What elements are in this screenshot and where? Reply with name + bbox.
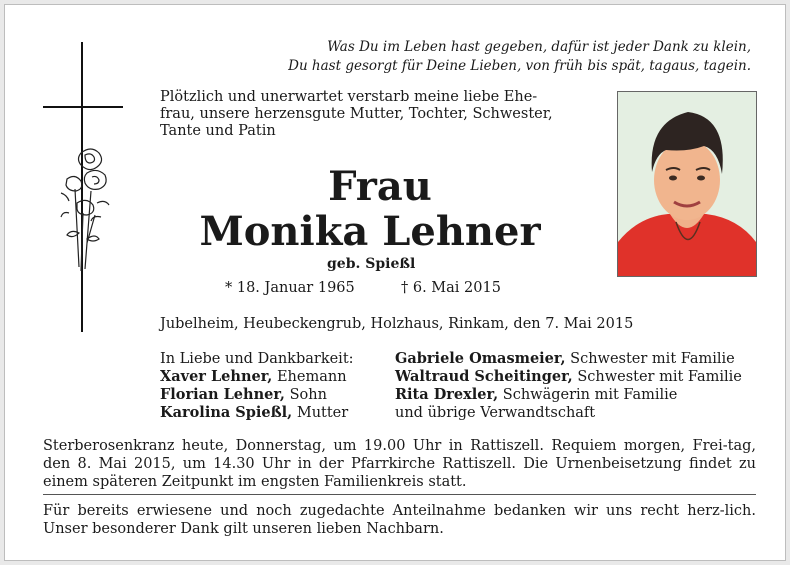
mourner-row: Karolina Spießl, Mutter <box>160 404 349 421</box>
poem <box>251 38 751 76</box>
mourner-row: und übrige Verwandtschaft <box>395 405 596 421</box>
deceased-name: Monika Lehner <box>199 208 541 255</box>
birth-date: * 18. Januar 1965 <box>225 280 355 296</box>
thanks-text: Für bereits erwiesene und noch zugedachte Anteilnahme bedanken wir uns recht herz-lich. Unser besonderer Dank gilt unseren lieben Nachbarn. <box>43 503 756 537</box>
mourner-row: Waltraud Scheitinger, Schwester mit Familie <box>395 368 742 385</box>
mourner-row: Xaver Lehner, Ehemann <box>160 368 347 385</box>
poem-line: Was Du im Leben hast gegeben, dafür ist jeder Dank zu klein, <box>327 39 751 55</box>
intro-text <box>160 89 590 140</box>
place-date: Jubelheim, Heubeckengrub, Holzhaus, Rinkam, den 7. Mai 2015 <box>160 316 634 332</box>
intro-line: Tante und Patin <box>160 123 276 139</box>
roses-icon <box>57 143 123 273</box>
cross-icon-horizontal <box>43 106 123 108</box>
mourner-row: Rita Drexler, Schwägerin mit Familie <box>395 386 678 403</box>
maiden-name: geb. Spießl <box>327 256 416 272</box>
intro-line: frau, unsere herzensgute Mutter, Tochter, Schwester, <box>160 106 553 122</box>
mourner-row: Gabriele Omasmeier, Schwester mit Familie <box>395 350 735 367</box>
title: Frau <box>328 163 432 210</box>
poem-line: Du hast gesorgt für Deine Lieben, von früh bis spät, tagaus, tagein. <box>288 58 751 74</box>
obituary-card <box>4 4 786 561</box>
mourner-row: Florian Lehner, Sohn <box>160 386 327 403</box>
mourners-left <box>160 350 354 422</box>
service-info: Sterberosenkranz heute, Donnerstag, um 19.00 Uhr in Rattiszell. Requiem morgen, Frei-tag, den 8. Mai 2015, um 14.30 Uhr in der Pfarrkirche Rattiszell. Die Urnenbeisetzung findet zu einem späteren Zeitpunkt im engsten Familienkreis statt. <box>43 438 756 490</box>
mourner-row: In Liebe und Dankbarkeit: <box>160 351 354 367</box>
death-date: † 6. Mai 2015 <box>401 280 501 296</box>
mourners-right <box>395 350 742 422</box>
portrait-photo <box>617 91 757 277</box>
divider <box>43 494 756 495</box>
intro-line: Plötzlich und unerwartet verstarb meine liebe Ehe- <box>160 89 538 105</box>
